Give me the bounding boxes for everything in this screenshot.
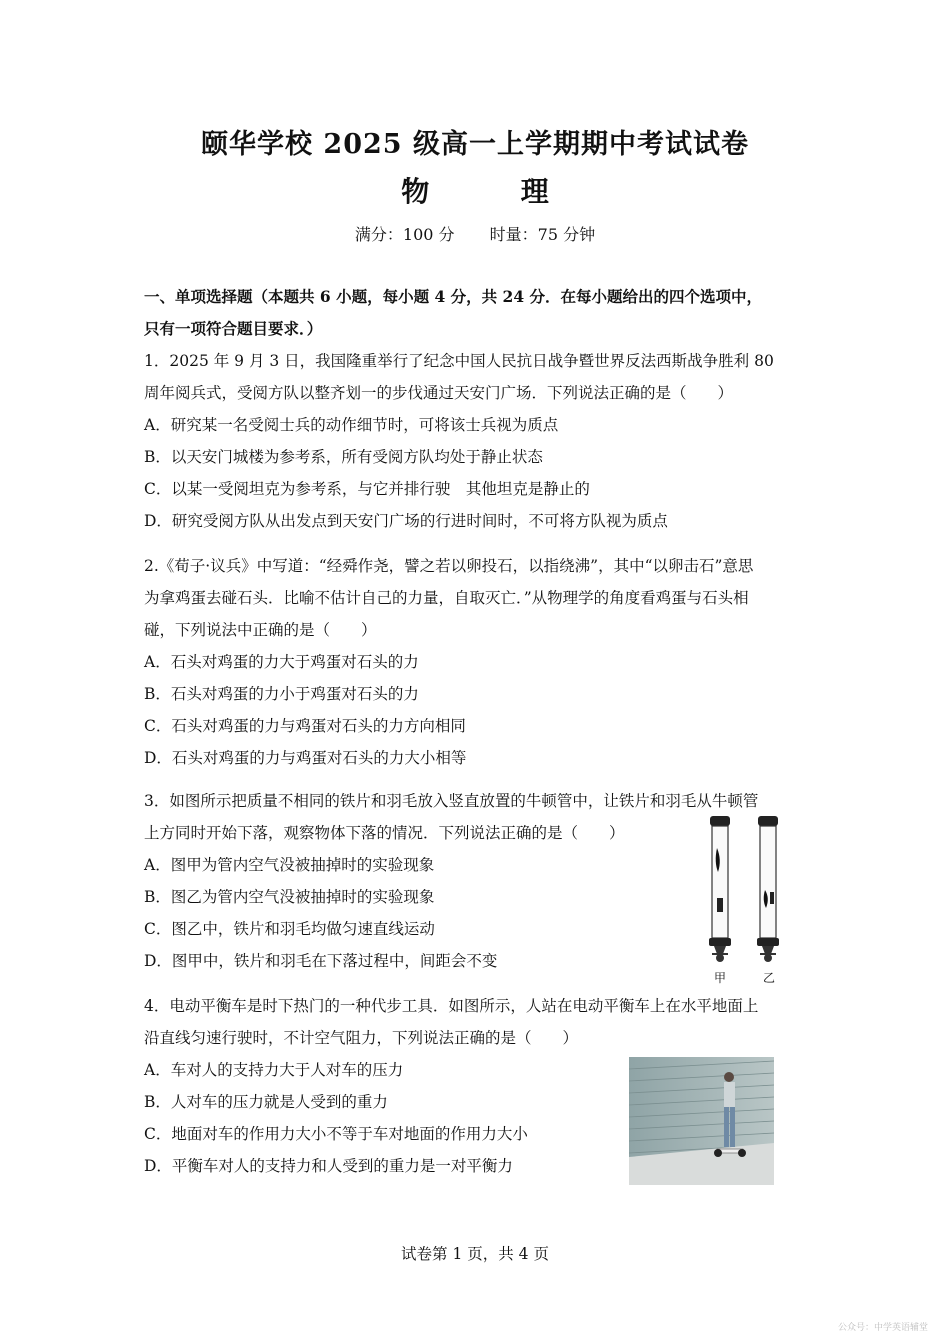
q1-option-a: A．研究某一名受阅士兵的动作细节时，可将该士兵视为质点: [144, 416, 559, 434]
newton-tube-figure: [700, 812, 790, 987]
subject-char-2: 理: [520, 175, 549, 208]
figure-label-yi: 乙: [763, 971, 776, 985]
tube-right-cap: [758, 816, 778, 826]
q1-line2: 周年阅兵式，受阅方队以整齐划一的步伐通过天安门广场．下列说法正确的是（ ）: [144, 384, 734, 402]
q2-line2: 为拿鸡蛋去碰石头．比喻不估计自己的力量，自取灭亡．”从物理学的角度看鸡蛋与石头相: [144, 589, 749, 607]
q1-option-c: C．以某一受阅坦克为参考系，与它并排行驶 其他坦克是静止的: [144, 480, 590, 498]
tube-right-base: [757, 938, 779, 946]
scooter-wheel-right: [738, 1149, 746, 1157]
tube-left-iron: [717, 898, 723, 912]
full-score: 满分：100 分: [354, 225, 455, 244]
person-shirt: [724, 1082, 735, 1107]
q2-line3: 碰，下列说法中正确的是（ ）: [144, 621, 377, 639]
q4-option-d: D．平衡车对人的支持力和人受到的重力是一对平衡力: [144, 1157, 513, 1175]
tube-left-cap: [710, 816, 730, 826]
q3-line2: 上方同时开始下落，观察物体下落的情况．下列说法正确的是（ ）: [144, 824, 625, 842]
q3-line1: 3．如图所示把质量不相同的铁片和羽毛放入竖直放置的牛顿管中，让铁片和羽毛从牛顿管: [144, 792, 759, 810]
q4-line2: 沿直线匀速行驶时，不计空气阻力，下列说法正确的是（ ）: [144, 1029, 579, 1047]
q2-option-c: C．石头对鸡蛋的力与鸡蛋对石头的力方向相同: [144, 717, 466, 735]
q1-line1: 1．2025 年 9 月 3 日，我国隆重举行了纪念中国人民抗日战争暨世界反法西斯战争胜利 80: [144, 352, 774, 370]
q1-option-d: D．研究受阅方队从出发点到天安门广场的行进时间时，不可将方队视为质点: [144, 512, 668, 530]
subject-char-1: 物: [401, 175, 430, 208]
section-heading-line1: 一、单项选择题（本题共 6 小题，每小题 4 分，共 24 分．在每小题给出的四个选项中，: [144, 287, 763, 306]
q2-line1: 2.《荀子·议兵》中写道：“经舜作尧，譬之若以卵投石，以指绕沸”，其中“以卵击石”意思: [144, 557, 754, 575]
q2-option-a: A．石头对鸡蛋的力大于鸡蛋对石头的力: [144, 653, 419, 671]
q1-option-b: B．以天安门城楼为参考系，所有受阅方队均处于静止状态: [144, 448, 543, 466]
subject-title: [0, 170, 950, 210]
person-leg-right: [730, 1107, 735, 1147]
q3-option-c: C．图乙中，铁片和羽毛均做匀速直线运动: [144, 920, 435, 938]
figure-label-jia: 甲: [714, 971, 727, 985]
person-head: [724, 1072, 734, 1082]
q4-option-b: B．人对车的压力就是人受到的重力: [144, 1093, 388, 1111]
person-leg-left: [724, 1107, 729, 1147]
q4-line1: 4．电动平衡车是时下热门的一种代步工具．如图所示，人站在电动平衡车上在水平地面上: [144, 997, 759, 1015]
page-footer: 试卷第 1 页，共 4 页: [401, 1245, 549, 1263]
exam-title: 颐华学校 2025 级高一上学期期中考试试卷: [201, 129, 749, 160]
tube-left-base: [709, 938, 731, 946]
q3-option-b: B．图乙为管内空气没被抽掉时的实验现象: [144, 888, 435, 906]
q2-option-d: D．石头对鸡蛋的力与鸡蛋对石头的力大小相等: [144, 749, 467, 767]
time-limit: 时量：75 分钟: [489, 225, 596, 244]
balance-scooter-illustration: [629, 1057, 774, 1185]
scooter-wheel-left: [714, 1149, 722, 1157]
tube-right-iron: [770, 892, 774, 904]
exam-meta: [0, 222, 950, 245]
balance-scooter-photo: [629, 1057, 774, 1185]
watermark: 公众号：中学英语辅堂: [837, 1323, 928, 1333]
tube-left-valve-knob: [716, 954, 724, 962]
q2-option-b: B．石头对鸡蛋的力小于鸡蛋对石头的力: [144, 685, 419, 703]
q4-option-a: A．车对人的支持力大于人对车的压力: [144, 1061, 404, 1079]
tube-right-valve-knob: [764, 954, 772, 962]
tube-right-body: [760, 826, 776, 938]
tube-right-valve: [762, 946, 774, 954]
q3-option-a: A．图甲为管内空气没被抽掉时的实验现象: [144, 856, 435, 874]
newton-tubes-illustration: [700, 812, 790, 987]
tube-left-valve: [714, 946, 726, 954]
tube-left-body: [712, 826, 728, 938]
q4-option-c: C．地面对车的作用力大小不等于车对地面的作用力大小: [144, 1125, 528, 1143]
q3-option-d: D．图甲中，铁片和羽毛在下落过程中，间距会不变: [144, 952, 498, 970]
section-heading-line2: 只有一项符合题目要求．）: [144, 319, 323, 338]
